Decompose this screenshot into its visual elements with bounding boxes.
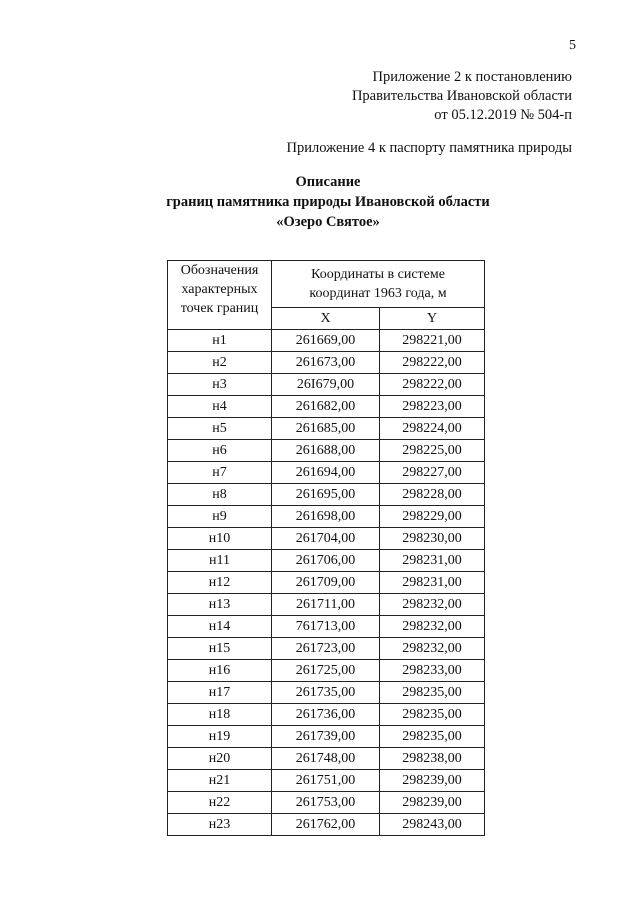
y-coordinate-cell: 298223,00 — [380, 396, 485, 418]
table-row — [168, 748, 485, 770]
y-coordinate-cell: 298235,00 — [380, 704, 485, 726]
y-coordinate-cell: 298232,00 — [380, 616, 485, 638]
y-coordinate-cell: 298230,00 — [380, 528, 485, 550]
header-system-line: координат 1963 года, м — [309, 286, 447, 301]
y-coordinate-cell: 298228,00 — [380, 484, 485, 506]
point-id-cell: н6 — [168, 440, 272, 462]
table-row — [168, 682, 485, 704]
y-coordinate-cell: 298239,00 — [380, 770, 485, 792]
point-id-cell: н13 — [168, 594, 272, 616]
heading-line-3: «Озеро Святое» — [276, 214, 380, 230]
y-coordinate-cell: 298243,00 — [380, 814, 485, 836]
coordinates-table — [167, 260, 485, 836]
table-row — [168, 572, 485, 594]
table-row — [168, 814, 485, 836]
y-coordinate-cell: 298231,00 — [380, 550, 485, 572]
point-id-cell: н2 — [168, 352, 272, 374]
x-coordinate-cell: 261709,00 — [272, 572, 380, 594]
y-coordinate-cell: 298231,00 — [380, 572, 485, 594]
point-id-cell: н12 — [168, 572, 272, 594]
table-row — [168, 660, 485, 682]
y-coordinate-cell: 298235,00 — [380, 682, 485, 704]
y-coordinate-cell: 298229,00 — [380, 506, 485, 528]
y-coordinate-cell: 298225,00 — [380, 440, 485, 462]
appendix-line-3: от 05.12.2019 № 504-п — [434, 107, 572, 123]
x-coordinate-cell: 761713,00 — [272, 616, 380, 638]
point-id-cell: н7 — [168, 462, 272, 484]
x-coordinate-cell: 261736,00 — [272, 704, 380, 726]
point-id-cell: н21 — [168, 770, 272, 792]
y-coordinate-cell: 298232,00 — [380, 594, 485, 616]
table-row — [168, 396, 485, 418]
y-coordinate-cell: 298232,00 — [380, 638, 485, 660]
x-coordinate-cell: 261751,00 — [272, 770, 380, 792]
header-y: Y — [380, 308, 485, 330]
heading-line-2: границ памятника природы Ивановской области — [166, 194, 490, 210]
passport-appendix-note: Приложение 4 к паспорту памятника природы — [286, 140, 572, 156]
table-row — [168, 726, 485, 748]
point-id-cell: н23 — [168, 814, 272, 836]
y-coordinate-cell: 298238,00 — [380, 748, 485, 770]
table-row — [168, 330, 485, 352]
header-x: X — [272, 308, 380, 330]
table-row — [168, 418, 485, 440]
table-row — [168, 374, 485, 396]
x-coordinate-cell: 261762,00 — [272, 814, 380, 836]
x-coordinate-cell: 261669,00 — [272, 330, 380, 352]
y-coordinate-cell: 298227,00 — [380, 462, 485, 484]
x-coordinate-cell: 261739,00 — [272, 726, 380, 748]
table-row — [168, 506, 485, 528]
appendix-header — [352, 68, 572, 125]
point-id-cell: н19 — [168, 726, 272, 748]
header-points-line: точек границ — [180, 301, 259, 316]
x-coordinate-cell: 261688,00 — [272, 440, 380, 462]
header-boundary-points — [168, 261, 272, 330]
y-coordinate-cell: 298222,00 — [380, 352, 485, 374]
point-id-cell: н4 — [168, 396, 272, 418]
table-row — [168, 638, 485, 660]
table-row — [168, 704, 485, 726]
table-row — [168, 352, 485, 374]
y-coordinate-cell: 298224,00 — [380, 418, 485, 440]
y-coordinate-cell: 298222,00 — [380, 374, 485, 396]
point-id-cell: н17 — [168, 682, 272, 704]
point-id-cell: н15 — [168, 638, 272, 660]
table-body — [168, 330, 485, 836]
x-coordinate-cell: 261682,00 — [272, 396, 380, 418]
point-id-cell: н10 — [168, 528, 272, 550]
header-points-line: характерных — [181, 282, 258, 297]
page-number: 5 — [569, 38, 576, 53]
document-heading — [0, 172, 640, 232]
point-id-cell: н8 — [168, 484, 272, 506]
table-row — [168, 462, 485, 484]
table-row — [168, 770, 485, 792]
x-coordinate-cell: 261706,00 — [272, 550, 380, 572]
x-coordinate-cell: 261695,00 — [272, 484, 380, 506]
point-id-cell: н11 — [168, 550, 272, 572]
point-id-cell: н14 — [168, 616, 272, 638]
y-coordinate-cell: 298239,00 — [380, 792, 485, 814]
x-coordinate-cell: 261725,00 — [272, 660, 380, 682]
y-coordinate-cell: 298235,00 — [380, 726, 485, 748]
table-row — [168, 528, 485, 550]
header-coordinate-system — [272, 261, 485, 308]
appendix-line-2: Правительства Ивановской области — [351, 88, 572, 104]
point-id-cell: н22 — [168, 792, 272, 814]
x-coordinate-cell: 261685,00 — [272, 418, 380, 440]
header-system-line: Координаты в системе — [311, 267, 445, 282]
point-id-cell: н9 — [168, 506, 272, 528]
table-row — [168, 616, 485, 638]
x-coordinate-cell: 26I679,00 — [272, 374, 380, 396]
header-points-line: Обозначения — [180, 263, 259, 278]
table-row — [168, 792, 485, 814]
point-id-cell: н20 — [168, 748, 272, 770]
x-coordinate-cell: 261673,00 — [272, 352, 380, 374]
table-row — [168, 484, 485, 506]
y-coordinate-cell: 298233,00 — [380, 660, 485, 682]
table-row — [168, 550, 485, 572]
heading-line-1: Описание — [295, 174, 361, 190]
x-coordinate-cell: 261735,00 — [272, 682, 380, 704]
x-coordinate-cell: 261748,00 — [272, 748, 380, 770]
x-coordinate-cell: 261711,00 — [272, 594, 380, 616]
table-row — [168, 594, 485, 616]
point-id-cell: н16 — [168, 660, 272, 682]
table-row — [168, 440, 485, 462]
x-coordinate-cell: 261698,00 — [272, 506, 380, 528]
appendix-line-1: Приложение 2 к постановлению — [372, 69, 572, 85]
y-coordinate-cell: 298221,00 — [380, 330, 485, 352]
x-coordinate-cell: 261753,00 — [272, 792, 380, 814]
x-coordinate-cell: 261723,00 — [272, 638, 380, 660]
point-id-cell: н3 — [168, 374, 272, 396]
point-id-cell: н5 — [168, 418, 272, 440]
x-coordinate-cell: 261694,00 — [272, 462, 380, 484]
x-coordinate-cell: 261704,00 — [272, 528, 380, 550]
point-id-cell: н1 — [168, 330, 272, 352]
point-id-cell: н18 — [168, 704, 272, 726]
